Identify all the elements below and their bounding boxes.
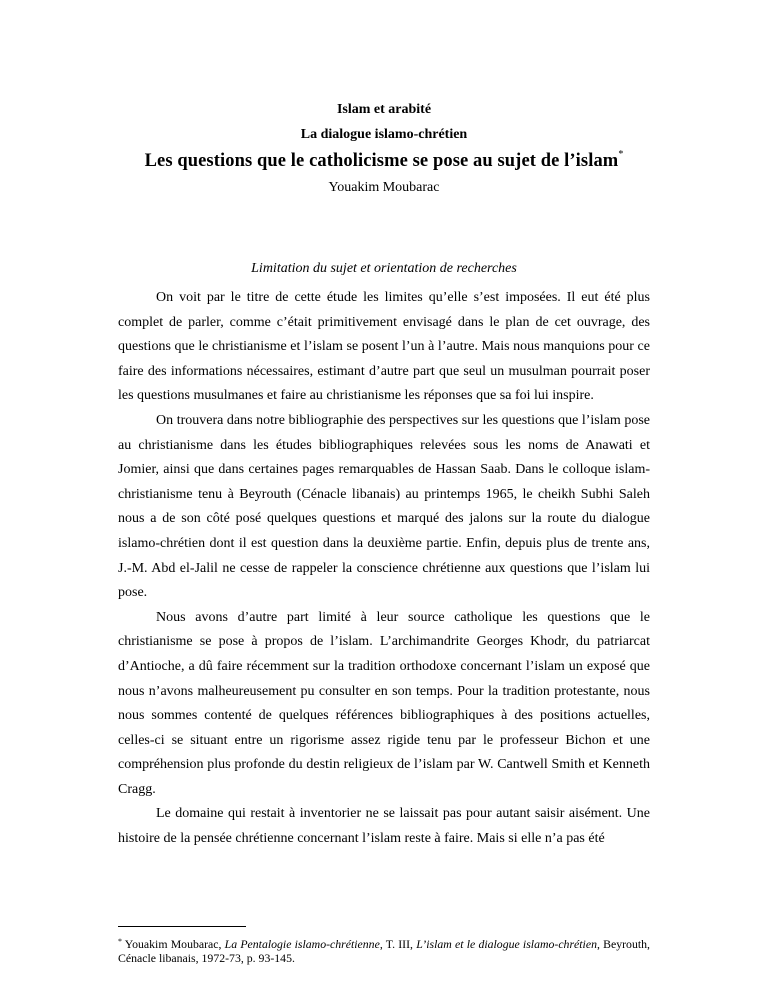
supertitle: Islam et arabité — [336, 102, 432, 117]
paragraph: On trouvera dans notre bibliographie des perspectives sur les questions que l’islam pose au christianisme dans les études bibliographiques relevées sous les noms de Anawati et Jomier, ainsi que dans certaines pages remarquables de Hassan Saab. Dans le colloque islam-christianisme tenu à Beyrouth (Cénacle libanais) au printemps 1965, le cheikh Subhi Saleh nous a de son côté posé quelques questions et marqué des jalons sur la route du dialogue islamo-chrétien dont il est question dans la deuxième partie. Enfin, depuis plus de trente ans, J.-M. Abd el-Jalil ne cesse de rappeler la conscience chrétienne aux questions que l’islam lui pose. — [118, 412, 650, 601]
title-text: Les questions que le catholicisme se pose au sujet de l’islam — [144, 151, 619, 171]
footnote-imprint: , Beyrouth, Cénacle libanais, 1972-73, p. 93-145. — [118, 937, 650, 966]
body-text — [118, 286, 650, 852]
footnote-divider — [118, 926, 246, 927]
author-name: Youakim Moubarac — [328, 180, 440, 195]
paragraph: Le domaine qui restait à inventorier ne se laissait pas pour autant saisir aisément. Une histoire de la pensée chrétienne concernant l’islam reste à faire. Mais si elle n’a pas été — [118, 806, 650, 847]
footnote-mark: * — [118, 937, 122, 946]
footnote-work-title: La Pentalogie islamo-chrétienne — [224, 937, 380, 951]
page-title — [0, 151, 768, 172]
section-heading: Limitation du sujet et orientation de recherches — [251, 261, 517, 276]
footnote-volume: , T. III, — [379, 937, 413, 951]
paragraph: On voit par le titre de cette étude les limites qu’elle s’est imposées. Il eut été plus complet de parler, comme c’était primitivement envisagé dans le plan de cet ouvrage, des questions que le christianisme et l’islam se posent l’un à l’autre. Mais nous manquions pour ce faire des informations nécessaires, estimant d’autre part que seul un musulman pourrait poser les questions musulmanes et faire au christianisme les réponses que sa foi lui inspire. — [118, 290, 650, 404]
footnote — [118, 937, 650, 966]
title-footnote-mark[interactable]: * — [618, 149, 624, 160]
paragraph: Nous avons d’autre part limité à leur source catholique les questions que le christianisme se pose à propos de l’islam. L’archimandrite Georges Khodr, du patriarcat d’Antioche, a dû faire récemment sur la tradition orthodoxe concernant l’islam un exposé que nous n’avons malheureusement pu consulter en son temps. Pour la tradition protestante, nous nous sommes contenté de quelques références bibliographiques à des positions actuelles, celles-ci se situant entre un rigorisme assez rigide tenu par le professeur Bichon et une compréhension plus profonde du destin religieux de l’islam par W. Cantwell Smith et Kenneth Cragg. — [118, 609, 650, 797]
footnote-volume-title: L’islam et le dialogue islamo-chrétien — [416, 937, 597, 951]
subtitle: La dialogue islamo-chrétien — [300, 127, 468, 142]
footnote-author: Youakim Moubarac, — [124, 937, 222, 951]
